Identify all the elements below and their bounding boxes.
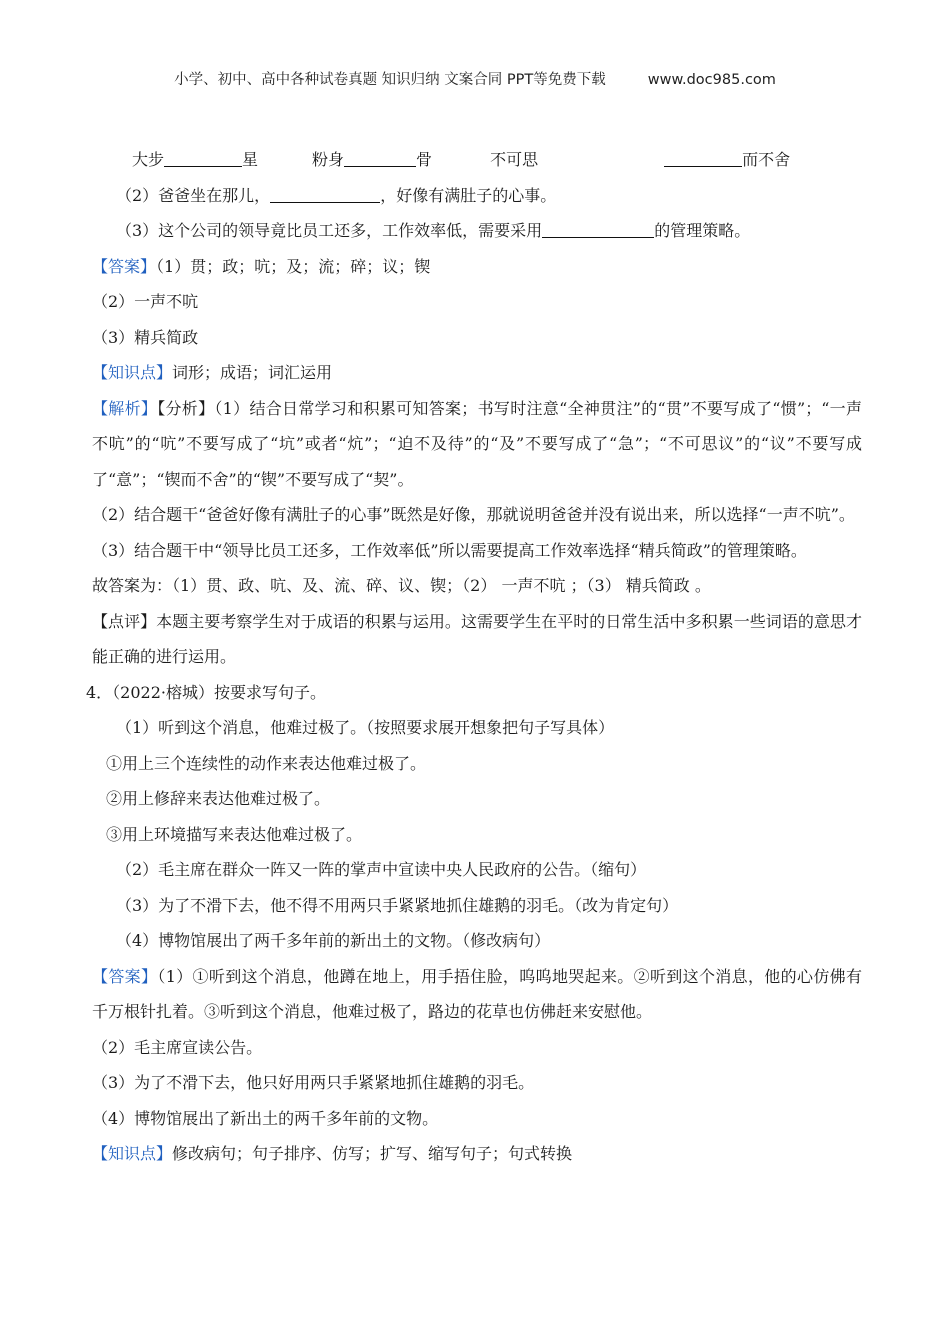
analysis-p4: 故答案为：（1）贯、政、吭、及、流、碎、议、锲；（2） 一声不吭 ；（3） 精兵简政 。: [92, 576, 711, 595]
document-body: [86, 142, 862, 1172]
fill-d-suffix: 而不舍: [742, 150, 791, 169]
answer-4-3: （3）为了不滑下去，他只好用两只手紧紧地抓住雄鹅的羽毛。: [92, 1073, 535, 1092]
answer-tag: 【答案】: [92, 256, 157, 276]
blank: [164, 146, 242, 167]
question-2: （2）爸爸坐在那儿， ，好像有满肚子的心事。: [92, 178, 862, 214]
question-4-title: 4．（2022·榕城）按要求写句子。: [86, 682, 326, 702]
analysis-p1: 【解析】【分析】（1）结合日常学习和积累可知答案；书写时注意“全神贯注”的“贯”不要写成了“惯”；“一声不吭”的“吭”不要写成了“坑”或者“炕”；“迫不及待”的“及”不要写成了“急”；“不可思议”的“议”不要写成了“意”；“锲而不舍”的“锲”不要写成了“契”。: [92, 398, 862, 489]
header-text: 小学、初中、高中各种试卷真题 知识归纳 文案合同 PPT等免费下载: [174, 72, 606, 88]
answer-3: （3）精兵简政: [92, 327, 199, 347]
answer-1: 【答案】（1）贯；政；吭；及；流；碎；议；锲: [92, 256, 431, 276]
blank: [344, 146, 416, 167]
knowledge-point-2: 【知识点】修改病句；句子排序、仿写；扩写、缩写句子；句式转换: [92, 1144, 573, 1163]
question-4-2: （2）毛主席在群众一阵又一阵的掌声中宣读中央人民政府的公告。（缩句）: [116, 860, 647, 879]
answer-4-2: （2）毛主席宣读公告。: [92, 1037, 263, 1057]
analysis-tag: 【解析】: [92, 398, 158, 418]
knowledge-tag: 【知识点】: [92, 1144, 173, 1163]
knowledge-point-1: 【知识点】词形；成语；词汇运用: [92, 363, 333, 382]
blank: [542, 217, 654, 238]
analysis-p3: （3）结合题干中“领导比员工还多，工作效率低”所以需要提高工作效率选择“精兵简政”的管理策略。: [92, 540, 807, 560]
analysis-comment: 【点评】本题主要考察学生对于成语的积累与运用。这需要学生在平时的日常生活中多积累一些词语的意思才能正确的进行运用。: [92, 611, 862, 666]
fill-b-suffix: 骨: [416, 150, 433, 169]
analysis-p2: （2）结合题干“爸爸好像有满肚子的心事”既然是好像，那就说明爸爸并没有说出来，所以选择“一声不吭”。: [92, 505, 855, 524]
fill-a-suffix: 星: [242, 150, 259, 169]
question-4-4: （4）博物馆展出了两千多年前的新出土的文物。（修改病句）: [116, 931, 551, 950]
question-4-1a: ①用上三个连续性的动作来表达他难过极了。: [106, 753, 427, 773]
question-4-1c: ③用上环境描写来表达他难过极了。: [106, 824, 363, 844]
answer-4-4: （4）博物馆展出了新出土的两千多年前的文物。: [92, 1108, 439, 1128]
answer-4-1: 【答案】（1）①听到这个消息，他蹲在地上，用手捂住脸，呜呜地哭起来。②听到这个消息，他的心仿佛有千万根针扎着。③听到这个消息，他难过极了，路边的花草也仿佛赶来安慰他。: [92, 966, 862, 1021]
blank: [270, 182, 380, 203]
idiom-fill-row: [92, 142, 862, 178]
question-3: （3）这个公司的领导竟比员工还多，工作效率低，需要采用 的管理策略。: [92, 213, 862, 249]
question-4-3: （3）为了不滑下去，他不得不用两只手紧紧地抓住雄鹅的羽毛。（改为肯定句）: [116, 895, 679, 915]
header-site: www.doc985.com: [647, 72, 776, 88]
answer-2: （2）一声不吭: [92, 292, 199, 311]
answer-tag: 【答案】: [92, 966, 158, 986]
page-header: [0, 68, 950, 89]
fill-c-prefix: 不可思: [490, 150, 539, 169]
question-4-1: （1）听到这个消息，他难过极了。（按照要求展开想象把句子写具体）: [116, 718, 615, 737]
question-4-1b: ②用上修辞来表达他难过极了。: [106, 789, 331, 808]
blank: [664, 146, 742, 167]
fill-b-prefix: 粉身: [312, 150, 345, 169]
fill-a-prefix: 大步: [132, 150, 165, 169]
knowledge-tag: 【知识点】: [92, 363, 173, 382]
